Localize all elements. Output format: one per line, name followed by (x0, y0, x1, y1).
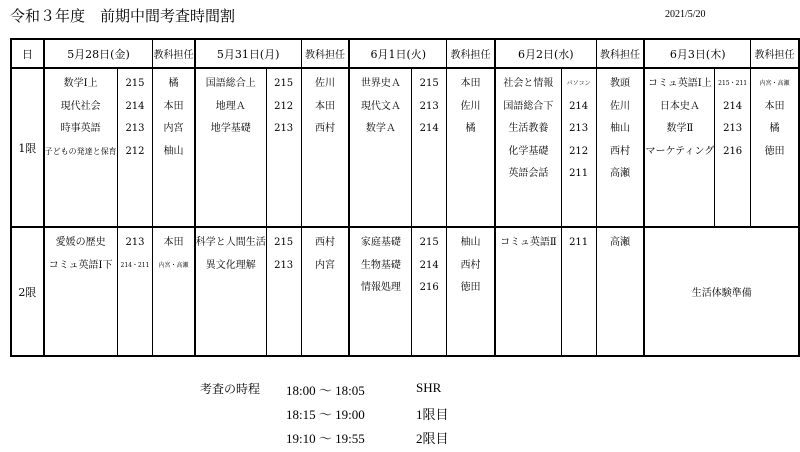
room-cell (412, 227, 447, 356)
teacher-cell (596, 68, 644, 227)
teacher-name: 内宮・高瀬 (158, 261, 189, 269)
subject-cell-lines (196, 228, 266, 277)
schedule-note: 2限目 (416, 431, 449, 446)
subject-cell (644, 68, 714, 227)
teacher-name: 本田 (460, 78, 481, 89)
room-cell-lines (715, 69, 750, 163)
date-header: 6月3日(木) (644, 39, 750, 68)
subject-cell-lines (196, 69, 266, 141)
teacher-name: 内宮 (163, 123, 184, 134)
teacher-cell-lines (153, 228, 193, 277)
room-number: 215 (274, 78, 294, 89)
subject-name: 英語会話 (508, 168, 549, 179)
subject-name: 日本史Ａ (659, 100, 700, 112)
teacher-cell (596, 227, 644, 356)
teacher-name: 内宮・高瀬 (759, 80, 790, 87)
room-cell-lines (412, 69, 446, 141)
room-cell (561, 68, 596, 227)
subject-name: コミュ英語Ⅱ (500, 237, 557, 248)
teacher-name: 西村 (314, 237, 335, 248)
schedule-time: 18:00 ～ 18:05 (286, 383, 365, 398)
subject-cell (44, 227, 118, 356)
room-number: 215 (419, 78, 439, 89)
subject-cell (44, 68, 118, 227)
teacher-name: 高瀬 (609, 237, 630, 248)
subject-name: 国語総合下 (503, 100, 554, 112)
room-cell-lines (562, 69, 596, 186)
subject-name: 異文化理解 (205, 259, 256, 271)
subject-cell (495, 68, 561, 227)
merged-cell: 生活体験準備 (644, 227, 799, 356)
room-cell-lines (267, 69, 301, 141)
page-title: 令和３年度 前期中間考査時間割 (10, 7, 236, 25)
subject-cell-lines (350, 69, 411, 141)
teacher-name: 橘 (168, 78, 179, 89)
room-number: 212 (125, 145, 145, 157)
teacher-cell-lines (447, 69, 494, 141)
room-number: 213 (274, 123, 294, 134)
teacher-cell-lines (751, 69, 798, 163)
room-number: 214 (419, 123, 439, 134)
room-number: 216 (723, 145, 743, 157)
room-number: 212 (569, 145, 589, 157)
teacher-name: 内宮 (314, 259, 335, 271)
teacher-cell (447, 68, 495, 227)
subject-cell (195, 68, 267, 227)
subject-name: 科学と人間生活 (195, 237, 266, 248)
subject-name: マーケティング (645, 145, 715, 157)
teacher-name: 西村 (460, 259, 481, 271)
room-number: 215 (125, 78, 145, 89)
schedule-note: 1限目 (416, 407, 449, 422)
exam-timetable (10, 38, 800, 357)
subject-cell-lines (496, 69, 561, 186)
teacher-header: 教科担任 (750, 39, 799, 68)
subject-name: 地学基礎 (210, 123, 251, 134)
teacher-cell (750, 68, 799, 227)
teacher-name: 本田 (163, 100, 184, 112)
room-number: 213 (274, 259, 294, 271)
teacher-cell-lines (597, 228, 644, 255)
subject-name: 家庭基礎 (360, 237, 401, 248)
teacher-name: 橘 (769, 123, 780, 134)
teacher-cell (153, 68, 195, 227)
teacher-cell-lines (302, 69, 349, 141)
room-cell (266, 68, 301, 227)
room-cell-lines (562, 228, 596, 255)
subject-name: コミュ英語Ⅰ下 (48, 259, 113, 271)
room-cell (117, 227, 153, 356)
room-cell (561, 227, 596, 356)
teacher-name: 本田 (163, 237, 184, 248)
date-header: 5月28日(金) (44, 39, 153, 68)
subject-name: 子どもの発達と保育 (44, 146, 117, 156)
teacher-name: 柚山 (163, 145, 184, 157)
date-header: 5月31日(月) (195, 39, 301, 68)
room-cell (266, 227, 301, 356)
subject-name: 世界史Ａ (360, 78, 401, 89)
subject-cell-lines (496, 228, 561, 255)
subject-name: 生物基礎 (360, 259, 401, 271)
room-number: 214・211 (120, 261, 150, 269)
period-row (11, 68, 799, 227)
date-header: 6月1日(火) (349, 39, 446, 68)
room-number: 213 (125, 237, 145, 248)
room-number: 213 (723, 123, 743, 134)
room-cell-lines (267, 228, 301, 277)
schedule-time: 19:10 ～ 19:55 (286, 431, 365, 446)
period-row (11, 227, 799, 356)
room-number: 211 (569, 168, 589, 179)
subject-cell-lines (350, 228, 411, 300)
timetable-header-row (11, 39, 799, 68)
room-number: 211 (569, 237, 589, 248)
subject-name: 地理Ａ (215, 100, 246, 112)
room-number: 214 (125, 100, 145, 112)
period-label: 2限 (11, 227, 44, 356)
period-label: 1限 (11, 68, 44, 227)
subject-cell-lines (45, 69, 117, 163)
day-column-header: 日 (11, 39, 44, 68)
teacher-cell (301, 227, 349, 356)
teacher-cell-lines (597, 69, 644, 186)
teacher-header: 教科担任 (301, 39, 349, 68)
room-cell-lines (118, 228, 153, 277)
room-number: パソコン (566, 80, 591, 87)
date-header: 6月2日(水) (495, 39, 596, 68)
room-number: 216 (419, 282, 439, 293)
room-cell-lines (412, 228, 446, 300)
schedule-label: 考査の時程 (200, 382, 261, 396)
subject-name: 数学Ⅱ (666, 123, 694, 134)
teacher-cell-lines (447, 228, 494, 300)
teacher-header: 教科担任 (153, 39, 195, 68)
subject-name: 現代社会 (60, 100, 101, 112)
subject-cell (349, 227, 411, 356)
schedule-note: SHR (416, 380, 442, 395)
subject-cell (495, 227, 561, 356)
subject-cell (349, 68, 411, 227)
subject-name: 数学Ａ (365, 123, 396, 134)
subject-name: 社会と情報 (503, 78, 554, 89)
room-number: 213 (569, 123, 589, 134)
teacher-name: 西村 (314, 123, 335, 134)
subject-name: 現代文Ａ (360, 100, 401, 112)
room-cell (412, 68, 447, 227)
teacher-cell-lines (153, 69, 193, 163)
teacher-cell (447, 227, 495, 356)
subject-name: 化学基礎 (508, 145, 549, 157)
teacher-name: 高瀬 (609, 168, 630, 179)
teacher-name: 柚山 (460, 237, 481, 248)
room-cell (117, 68, 153, 227)
issue-date: 2021/5/20 (665, 9, 706, 20)
room-number: 214 (569, 100, 589, 112)
teacher-cell-lines (302, 228, 349, 277)
subject-name: 生活教養 (508, 123, 549, 134)
teacher-name: 佐川 (460, 100, 481, 112)
subject-cell-lines (645, 69, 714, 163)
teacher-name: 徳田 (764, 145, 785, 157)
teacher-name: 橘 (465, 123, 476, 134)
schedule-time: 18:15 ～ 19:00 (286, 407, 365, 422)
room-number: 214 (419, 259, 439, 271)
room-number: 213 (419, 100, 439, 112)
room-number: 215 (274, 237, 294, 248)
teacher-name: 佐川 (609, 100, 630, 112)
teacher-name: 徳田 (460, 282, 481, 293)
room-number: 215・211 (718, 80, 748, 87)
room-cell-lines (118, 69, 153, 163)
teacher-name: 柚山 (609, 123, 630, 134)
room-number: 212 (274, 100, 294, 112)
teacher-header: 教科担任 (447, 39, 495, 68)
teacher-name: 教頭 (609, 78, 630, 89)
room-number: 214 (723, 100, 743, 112)
room-number: 213 (125, 123, 145, 134)
room-cell (715, 68, 751, 227)
teacher-cell (301, 68, 349, 227)
teacher-name: 西村 (609, 145, 630, 157)
subject-name: 国語総合上 (205, 78, 256, 89)
subject-name: 時事英語 (60, 123, 101, 134)
teacher-cell (153, 227, 195, 356)
teacher-name: 佐川 (314, 78, 335, 89)
subject-cell (195, 227, 267, 356)
room-number: 215 (419, 237, 439, 248)
teacher-name: 本田 (314, 100, 335, 112)
subject-cell-lines (45, 228, 117, 277)
subject-name: 数学Ⅰ上 (63, 78, 98, 89)
subject-name: 情報処理 (360, 282, 401, 293)
teacher-name: 本田 (764, 100, 785, 112)
subject-name: コミュ英語Ⅰ上 (647, 78, 712, 89)
teacher-header: 教科担任 (596, 39, 644, 68)
subject-name: 愛媛の歴史 (55, 237, 106, 248)
